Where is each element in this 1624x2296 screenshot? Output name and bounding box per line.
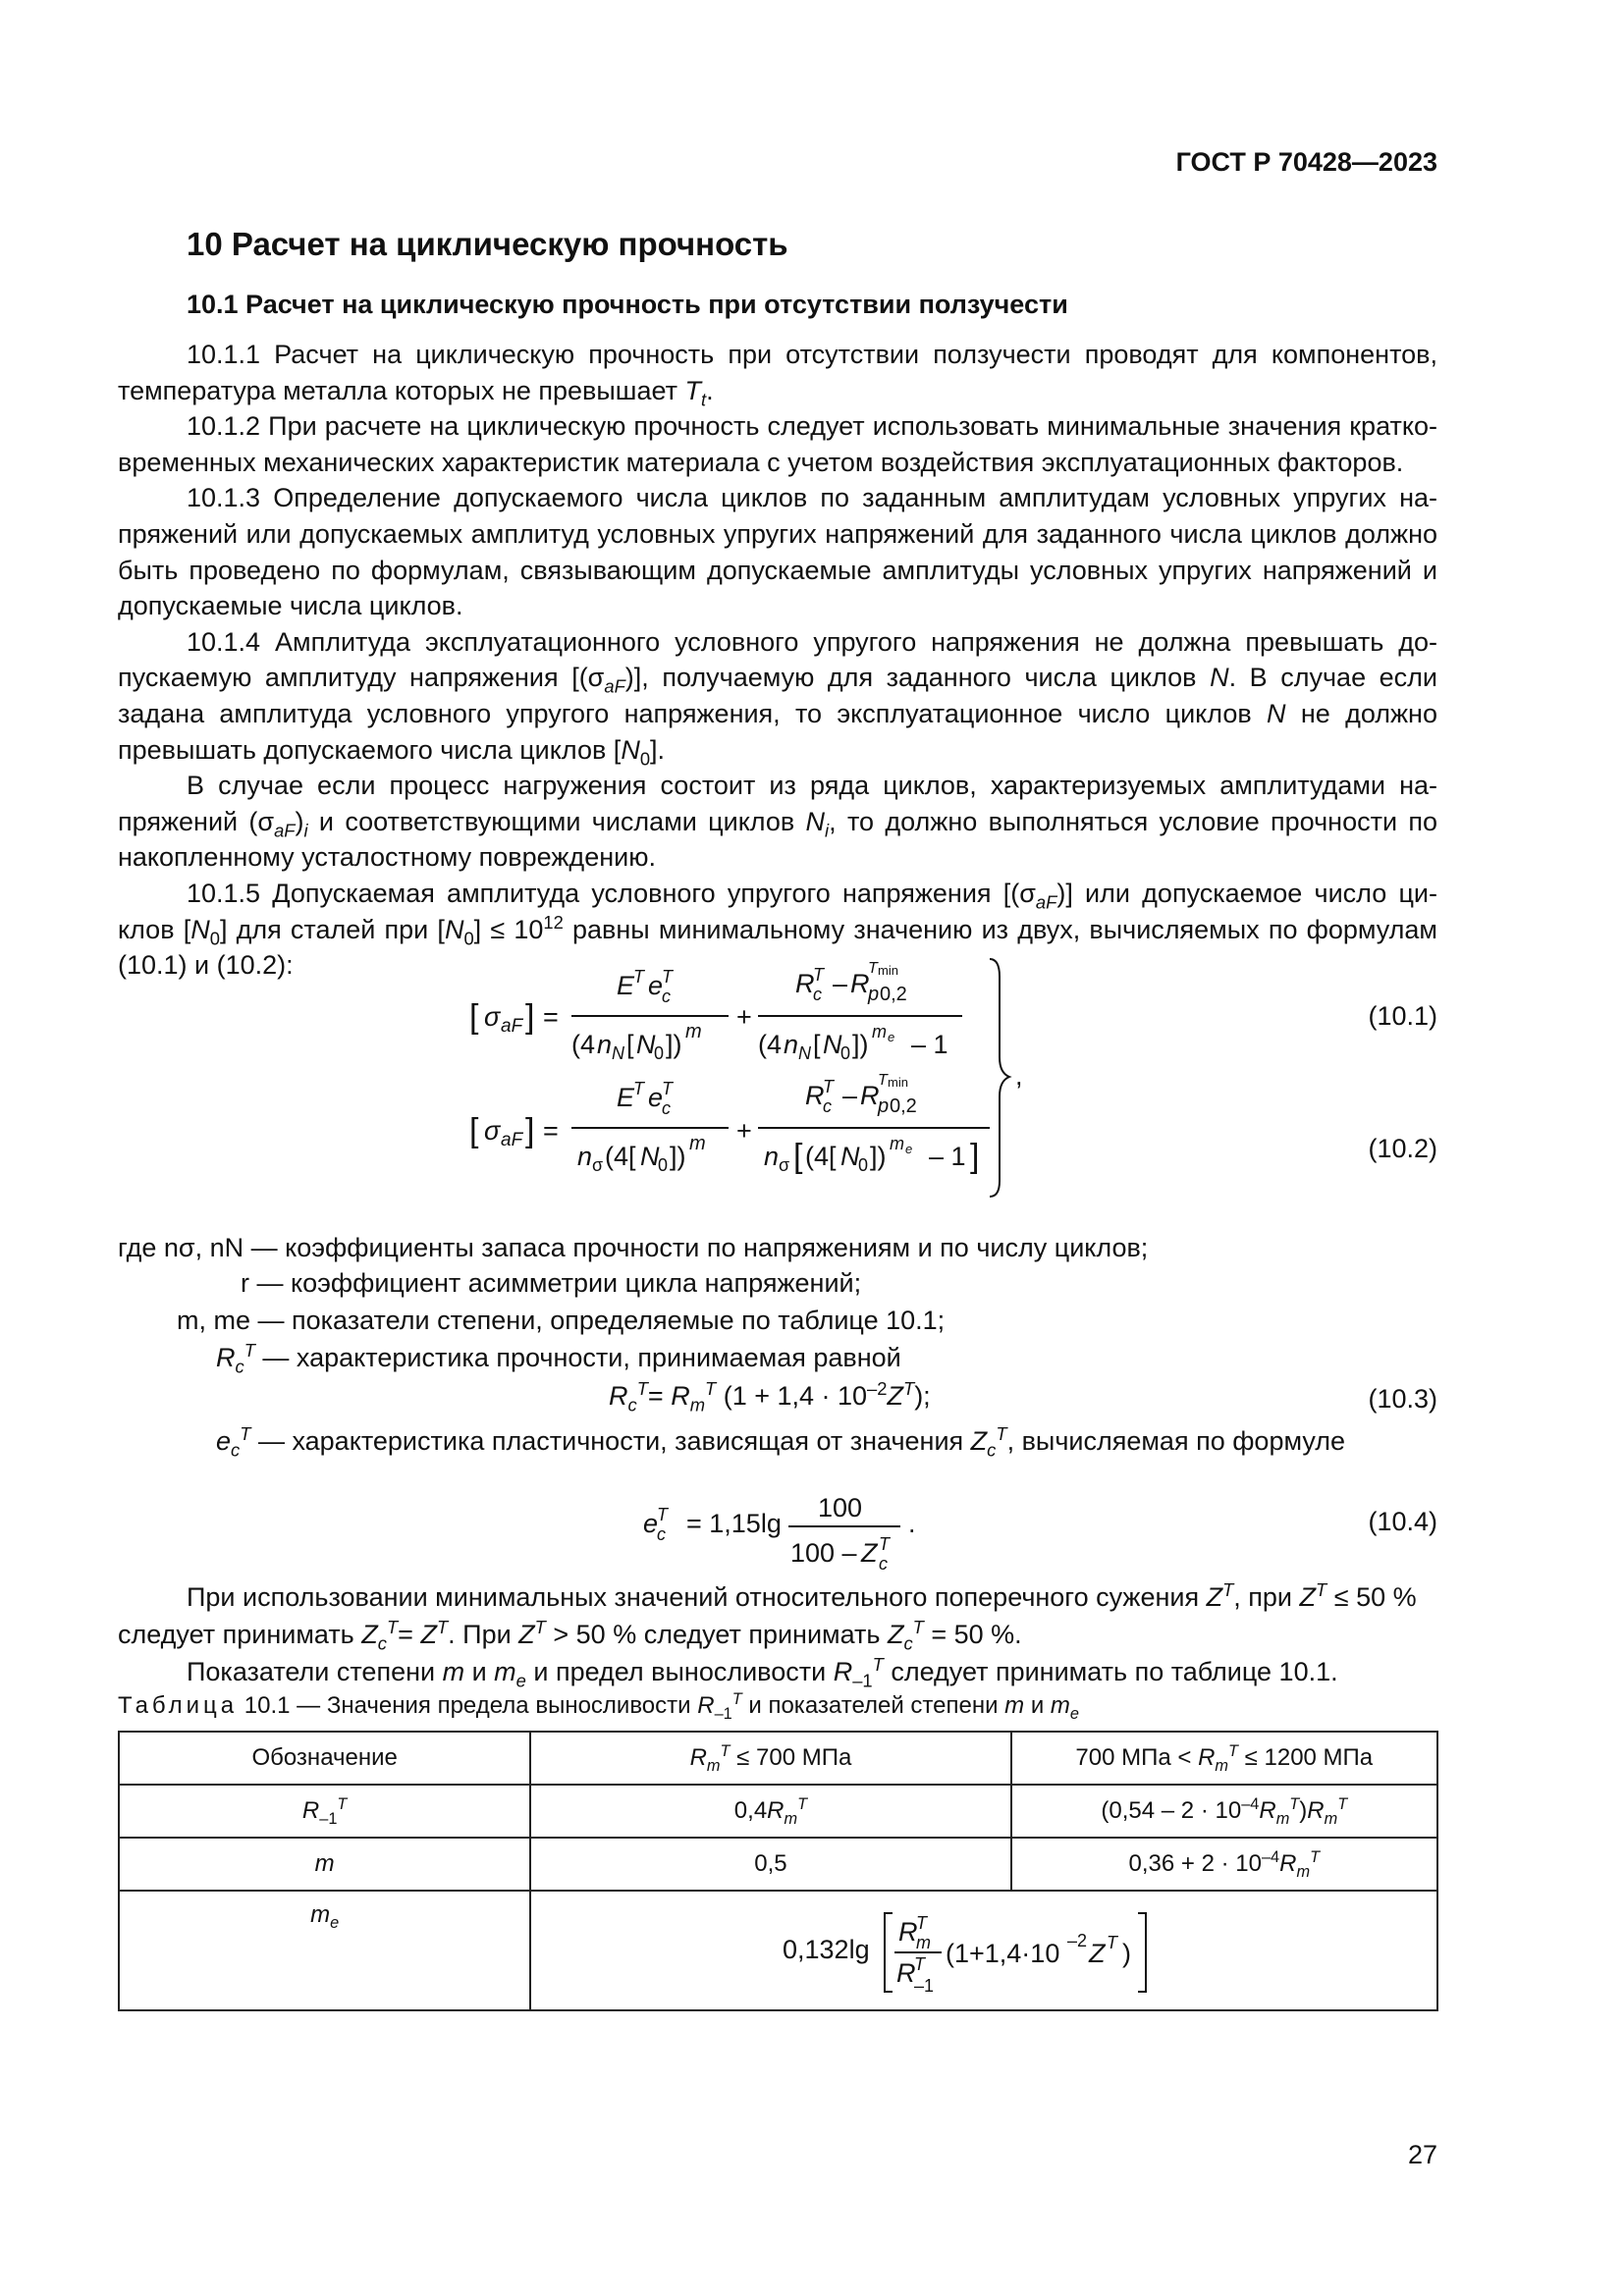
formula-10-1-10-2 — [452, 947, 1060, 1207]
table-cell-formula — [530, 1891, 1437, 2010]
paragraph-reduction-cont: следует принимать $Z_c^T= Z^T$. При $Z^T > 50$ % следует принимать $Z_c^T = 50$ %. — [118, 1617, 1022, 1654]
table-cell: $0,36 + 2 \cdot 10^{-4}R_m^T$ — [1011, 1838, 1437, 1891]
svg-text:R: R — [860, 1081, 880, 1110]
table-header-row — [119, 1732, 1437, 1785]
svg-text:aF: aF — [501, 1130, 523, 1150]
svg-text:T: T — [813, 965, 824, 985]
section-title: 10 Расчет на циклическую прочность — [187, 226, 788, 262]
svg-text:]: ] — [525, 1112, 535, 1149]
svg-text:(1+1,4·10: (1+1,4·10 — [946, 1939, 1060, 1968]
svg-text:c: c — [662, 1098, 671, 1118]
svg-text:[: [ — [813, 1030, 821, 1059]
svg-text:aF: aF — [501, 1016, 523, 1037]
paragraph-10-1-5: 10.1.5 Допускаемая амплитуда условного упругого напряжения $[(\sigma_{aF})]$ или допускаемое число циклов $[N_0]$ для сталей при $[N_0] \le 10^{12}$ равны минимальному значению из двух, вычисляемых по формулам (10.1) и (10.2): — [118, 878, 1437, 981]
table-cell: $m_e$ — [119, 1891, 530, 2010]
svg-text:N: N — [636, 1030, 656, 1059]
svg-text:[: [ — [469, 1112, 479, 1149]
svg-text:e: e — [888, 1030, 895, 1044]
svg-text:σ: σ — [484, 1002, 501, 1032]
svg-text:T: T — [657, 1505, 668, 1524]
table-cell: $0,4R_m^T$ — [530, 1785, 1010, 1838]
paragraph-exponents: Показатели степени m и $m_e$ и предел выносливости $R_{-1}^T$ следует принимать по таблице 10.1. — [187, 1654, 1338, 1691]
svg-text:N: N — [798, 1043, 811, 1063]
svg-text:[: [ — [626, 1030, 634, 1059]
svg-text:e: e — [648, 971, 664, 1000]
svg-text:]: ] — [970, 1138, 980, 1175]
svg-text:,: , — [1015, 1061, 1023, 1091]
svg-text:min: min — [878, 963, 898, 978]
svg-text:T: T — [1107, 1933, 1118, 1952]
equation-number-10-3: (10.3) — [1368, 1384, 1437, 1414]
svg-text:=: = — [543, 1002, 559, 1032]
table-header-low: $R_m^T \le 700$ МПа — [530, 1732, 1010, 1785]
svg-text:c: c — [657, 1524, 666, 1544]
table-cell: $(0,54 - 2 \cdot 10^{-4}R_m^T)R_m^T$ — [1011, 1785, 1437, 1838]
paragraph-10-1-3: 10.1.3 Определение допускаемого числа циклов по заданным амплитудам условных упругих напряжений или допускаемых амплитуд условных упругих напряжений для заданного числа циклов должно быть проведено по формулам, связывающим допускаемые амплитуды условных упругих напряжений и допускаемые числа циклов. — [118, 483, 1437, 621]
svg-text:T: T — [878, 1072, 888, 1089]
svg-text:T: T — [914, 1954, 926, 1974]
svg-text:+: + — [736, 1116, 752, 1146]
svg-text:m: m — [890, 1134, 904, 1153]
svg-text:]): ]) — [670, 1142, 686, 1171]
svg-text:n: n — [577, 1142, 593, 1171]
svg-text:E: E — [617, 1083, 635, 1112]
svg-text:N: N — [840, 1142, 860, 1171]
svg-text:T: T — [823, 1077, 834, 1096]
svg-text:c: c — [879, 1554, 888, 1574]
svg-text:m: m — [685, 1021, 702, 1042]
paragraph-10-1-2: 10.1.2 При расчете на циклическую прочность следует использовать минимальные значения кратковременных механических характеристик материала с учетом воздействия эксплуатационных факторов. — [118, 411, 1437, 477]
paragraph-reduction: При использовании минимальных значений относительного поперечного сужения $Z^T$, при $Z^T \le 50$ % — [187, 1579, 1417, 1612]
svg-text:[: [ — [469, 998, 479, 1036]
table-caption: Таблица 10.1 — Значения предела выносливости $R_{-1}^T$ и показателей степени m и $m_e$ — [118, 1690, 1079, 1723]
svg-text:T: T — [868, 960, 878, 977]
svg-text:[: [ — [793, 1138, 803, 1175]
svg-text:0: 0 — [858, 1155, 869, 1175]
svg-text:min: min — [888, 1075, 908, 1090]
table-cell: m — [119, 1838, 530, 1891]
svg-text:R: R — [850, 969, 870, 998]
table-10-1 — [118, 1731, 1438, 2011]
svg-text:– 1: – 1 — [929, 1142, 966, 1171]
svg-text:.: . — [908, 1509, 916, 1538]
paragraph-10-1-1: 10.1.1 Расчет на циклическую прочность при отсутствии ползучести проводят для компонентов, температура металла которых не превышает $T_t$. — [118, 340, 1437, 409]
svg-text:m: m — [916, 1933, 932, 1952]
svg-text:0: 0 — [840, 1043, 851, 1063]
document-code: ГОСТ Р 70428—2023 — [1175, 147, 1437, 177]
svg-text:T: T — [633, 1079, 644, 1098]
svg-text:c: c — [662, 987, 671, 1006]
paragraph-10-1-4: 10.1.4 Амплитуда эксплуатационного условного упругого напряжения не должна превышать допускаемую амплитуду напряжения $[(\sigma_{aF})]$, получаемую для заданного числа циклов N. В случае если задана амплитуда условного упругого напряжения, то эксплуатационное число циклов N не должно превышать допускаемого числа циклов $[N_0]$. — [118, 626, 1437, 769]
equation-number-10-2: (10.2) — [1368, 1134, 1437, 1163]
formula-me — [783, 1901, 1185, 2000]
table-row — [119, 1891, 1437, 2010]
svg-text:n: n — [784, 1030, 799, 1059]
svg-text:c: c — [813, 985, 822, 1004]
svg-text:0: 0 — [658, 1155, 669, 1175]
svg-text:–1: –1 — [914, 1976, 935, 1996]
table-cell: 0,5 — [530, 1838, 1010, 1891]
svg-text:N: N — [640, 1142, 660, 1171]
svg-text:T: T — [916, 1913, 928, 1933]
subsection-title: 10.1 Расчет на циклическую прочность при отсутствии ползучести — [187, 290, 1068, 319]
svg-text:p: p — [868, 984, 880, 1005]
svg-text:R: R — [898, 1917, 918, 1947]
svg-text:n: n — [764, 1142, 780, 1171]
svg-text:σ: σ — [779, 1155, 790, 1175]
svg-text:n: n — [597, 1030, 613, 1059]
svg-text:]): ]) — [666, 1030, 682, 1059]
svg-text:N: N — [612, 1043, 624, 1063]
table-header-designation: Обозначение — [119, 1732, 530, 1785]
svg-text:Z: Z — [1089, 1939, 1106, 1968]
equation-number-10-4: (10.4) — [1368, 1507, 1437, 1536]
svg-text:–2: –2 — [1067, 1931, 1088, 1950]
svg-text:0,2: 0,2 — [880, 984, 907, 1005]
svg-text:T: T — [633, 967, 644, 987]
svg-text:R: R — [795, 969, 815, 998]
svg-text:0: 0 — [654, 1043, 665, 1063]
svg-text:m: m — [872, 1022, 887, 1041]
svg-text:=: = — [543, 1116, 559, 1146]
svg-text:e: e — [643, 1509, 659, 1538]
table-row — [119, 1785, 1437, 1838]
svg-text:+: + — [736, 1002, 752, 1032]
formula-10-3: $R_c^T= R_m^T$ $(1 + 1,4 \cdot 10^{-2}Z^T)$; — [609, 1378, 931, 1415]
svg-text:Z: Z — [861, 1538, 878, 1568]
svg-text:): ) — [1122, 1939, 1132, 1968]
body-text — [118, 337, 1437, 984]
svg-text:–: – — [833, 969, 848, 998]
svg-text:(4[: (4[ — [805, 1142, 837, 1171]
svg-text:(4: (4 — [571, 1030, 596, 1059]
svg-text:(4: (4 — [758, 1030, 783, 1059]
paragraph-loading-process: В случае если процесс нагружения состоит из ряда циклов, характеризуемых амплитудами напряжений $(\sigma_{aF})_i$ и соответствующими числами циклов $N_i$, то должно выполняться условие прочности по накопленному усталостному повреждению. — [118, 771, 1438, 873]
definition-r: r — коэффициент асимметрии цикла напряжений; — [241, 1268, 862, 1298]
definition-rc: $R_c^T$ — характеристика прочности, принимаемая равной — [216, 1340, 901, 1377]
table-cell: $R_{-1}^T$ — [119, 1785, 530, 1838]
svg-text:]): ]) — [870, 1142, 887, 1171]
svg-text:T: T — [662, 1079, 673, 1098]
svg-text:0,2: 0,2 — [890, 1095, 917, 1117]
equation-number-10-1: (10.1) — [1368, 1001, 1437, 1031]
svg-text:σ: σ — [592, 1155, 604, 1175]
svg-text:T: T — [662, 967, 673, 987]
svg-text:]: ] — [525, 998, 535, 1036]
svg-text:– 1: – 1 — [911, 1030, 948, 1059]
svg-text:100 –: 100 – — [790, 1538, 857, 1568]
svg-text:e: e — [648, 1083, 664, 1112]
svg-text:p: p — [878, 1095, 890, 1117]
svg-text:–: – — [842, 1081, 858, 1110]
svg-text:N: N — [823, 1030, 842, 1059]
formula-10-4 — [643, 1487, 938, 1575]
page-number: 27 — [1407, 2140, 1437, 2169]
svg-text:]): ]) — [852, 1030, 869, 1059]
svg-text:σ: σ — [484, 1116, 501, 1146]
formula-prefix: 0,132lg — [783, 1935, 870, 1964]
table-header-high: 700 МПа < $R_m^T \le 1200$ МПа — [1011, 1732, 1437, 1785]
svg-text:c: c — [823, 1096, 832, 1116]
svg-text:100: 100 — [818, 1493, 863, 1522]
definition-ec: $e_c^T$ — характеристика пластичности, зависящая от значения $Z_c^T$, вычисляемая по формуле — [216, 1423, 1345, 1461]
definition-n-sigma: где nσ, nN — коэффициенты запаса прочности по напряжениям и по числу циклов; — [118, 1233, 1149, 1262]
table-row — [119, 1838, 1437, 1891]
svg-text:R: R — [805, 1081, 825, 1110]
definition-m: m, me — показатели степени, определяемые по таблице 10.1; — [177, 1306, 946, 1335]
svg-text:= 1,15lg: = 1,15lg — [686, 1509, 782, 1538]
svg-text:m: m — [689, 1133, 706, 1154]
svg-text:T: T — [879, 1534, 890, 1554]
svg-text:R: R — [896, 1958, 916, 1988]
svg-text:E: E — [617, 971, 635, 1000]
svg-text:(4[: (4[ — [605, 1142, 636, 1171]
svg-text:e: e — [905, 1142, 913, 1156]
